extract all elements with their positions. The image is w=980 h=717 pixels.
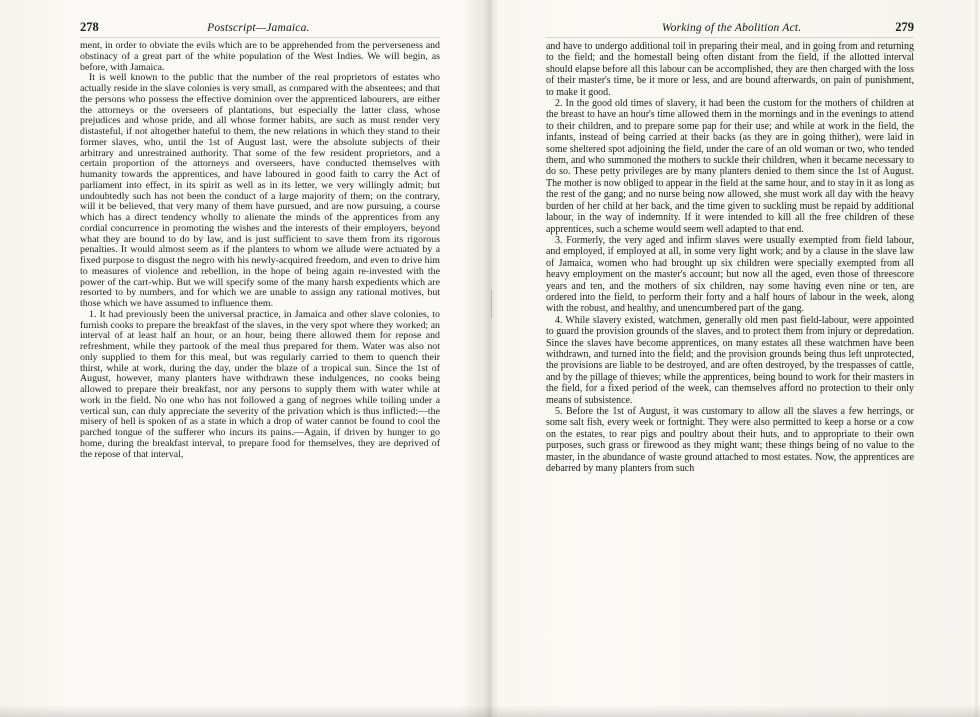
paragraph: and have to undergo additional toil in preparing their meal, and in going from and returning to the field; and the homestall being often distant from the field, if the allotted interval should elapse before all this labour can be accomplished, they are then charged with the loss of their master's time, be it more or less, and are bound afterwards, on pain of punishment, to make it good. — [546, 41, 914, 98]
paragraph: ment, in order to obviate the evils which are to be apprehended from the perverseness and obstinacy of a great part of the white population of the West Indies. We will begin, as before, with Jamaica. — [80, 40, 440, 73]
left-page-body — [80, 41, 440, 460]
book-gutter — [484, 0, 498, 717]
right-page-number: 279 — [895, 20, 914, 34]
paragraph: 4. While slavery existed, watchmen, generally old men past field-labour, were appointed to guard the provision grounds of the slaves, and to protect them from injury or depredation. Since the slaves have become apprentices, on many estates all these watchmen have been withdrawn, and turned into the field; and the provision grounds being thus left unprotected, the provisions are liable to be destroyed, and are often destroyed, by the trespasses of cattle, and by the pillage of thieves; while the apprentices, being bound to work for their masters in the field, for a fixed period of the week, can themselves afford no protection to their only means of subsistence. — [546, 314, 914, 406]
paragraph: 1. It had previously been the universal practice, in Jamaica and other slave colonies, to furnish cooks to prepare the breakfast of the slaves, in the very spot where they worked; an interval of at least half an hour, or an hour, being there allowed them for repose and refreshment, while they partook of the meal thus prepared for them. Water was also not only supplied to them for this meal, but was regularly carried to them to quench their thirst, while at work, during the day, under the blaze of a tropical sun. Since the 1st of August, however, many planters have withdrawn these indulgences, no cooks being allowed to prepare their breakfast, nor any persons to supply them with water while at work in the field. No one who has not followed a gang of negroes while toiling under a vertical sun, can duly appreciate the severity of the privation which is thus inflicted:—the misery of hell is spoken of as a state in which a drop of water cannot be found to cool the parched tongue of the sufferer who incurs its pains.—Again, if driven by hunger to go home, during the breakfast interval, to prepare food for themselves, they are deprived of the repose of that interval, — [80, 308, 440, 460]
paragraph: 5. Before the 1st of August, it was customary to allow all the slaves a few herrings, or some salt fish, every week or fortnight. They were also permitted to keep a horse or a cow on the estates, to rear pigs and poultry about their huts, and to appropriate to their own purposes, such grass or firewood as they might want; these things being of no value to the master, in the abundance of waste ground attached to most estates. Now, the apprentices are debarred by many planters from such — [546, 406, 914, 475]
left-running-title: Postscript—Jamaica. — [207, 22, 310, 34]
paragraph: It is well known to the public that the number of the real proprietors of estates who actually reside in the slave colonies is very small, as compared with the absentees; and that the persons who possess the effective dominion over the apprenticed labourers, are either the attorneys or the overseers of plantations, but especially the latter class, whose prejudices and whose pride, and all whose former habits, are such as must render very distasteful, if not altogether hateful to them, the new relations in which they stand to their former slaves, who, until the 1st of August last, were the absolute subjects of their arbitrary and unrestrained authority. That some of the few resident proprietors, and a certain proportion of the attorneys and overseers, have conducted themselves with humanity towards the apprentices, and have laboured in good faith to carry the Act of parliament into effect, in its spirit as well as in its letter, we very willingly admit; but undoubtedly such has not been the conduct of a large majority of them; on the contrary, will it be believed, that very many of them have pursued, and are now pursuing, a course which has a direct tendency wholly to alienate the minds of the apprentices from any cordial concurrence in promoting the wishes and the interests of their employers, beyond what they are bound to do by law, and is just sufficient to save them from its rigorous penalties. It would almost seem as if the planters to whom we allude were actuated by a fixed purpose to disgust the negro with his newly-acquired freedom, and even to drive him to measures of violence and rebellion, in the hope of being again re-invested with the power of the cart-whip. But we will specify some of the many harsh expedients which are resorted to by numbers, and for which we are unable to assign any rational motives, but those which we have assumed to influence them. — [80, 72, 440, 309]
left-page — [80, 20, 440, 460]
left-page-number: 278 — [80, 20, 99, 34]
paragraph: 2. In the good old times of slavery, it had been the custom for the mothers of children at the breast to have an hour's time allowed them in the mornings and in the evenings to attend to their children, and to prepare some pap for their use; and while at work in the field, the infants, instead of being carried at their backs (as they are in going thither), were laid in some sheltered spot adjoining the field, under the care of an old woman or two, who tended them, and who summoned the mothers to suckle their children, when it became necessary to do so. These petty privileges are by many planters denied to them since the 1st of August. The mother is now obliged to appear in the field at the same hour, and to stay in it as long as the rest of the gang; and no nurse being now allowed, she must work all day with the heavy burden of her child at her back, and the time given to suckling must be repaid by additional labour, in the way of indemnity. If it were intended to kill all the free children of these apprentices, such a scheme would seem well adapted to that end. — [546, 98, 914, 235]
right-page-body — [546, 41, 914, 474]
page-edge — [972, 0, 978, 717]
left-page-header — [80, 20, 440, 38]
right-page — [546, 20, 914, 474]
right-page-header — [546, 20, 914, 38]
gutter-mark — [491, 290, 492, 318]
page-bottom-shadow — [0, 705, 980, 717]
right-running-title: Working of the Abolition Act. — [661, 22, 802, 34]
paragraph: 3. Formerly, the very aged and infirm slaves were usually exempted from field labour, and employed, if employed at all, in some very light work; and by a clause in the slave law of Jamaica, women who had brought up six children were specially exempted from all heavy employment on the master's account; but now all the aged, even those of threescore years and ten, and the mothers of six children, nay some having even nine or ten, are ordered into the field, to perform their forty and a half hours of labour in the week, along with the robust, and healthy, and unencumbered part of the gang. — [546, 234, 914, 315]
